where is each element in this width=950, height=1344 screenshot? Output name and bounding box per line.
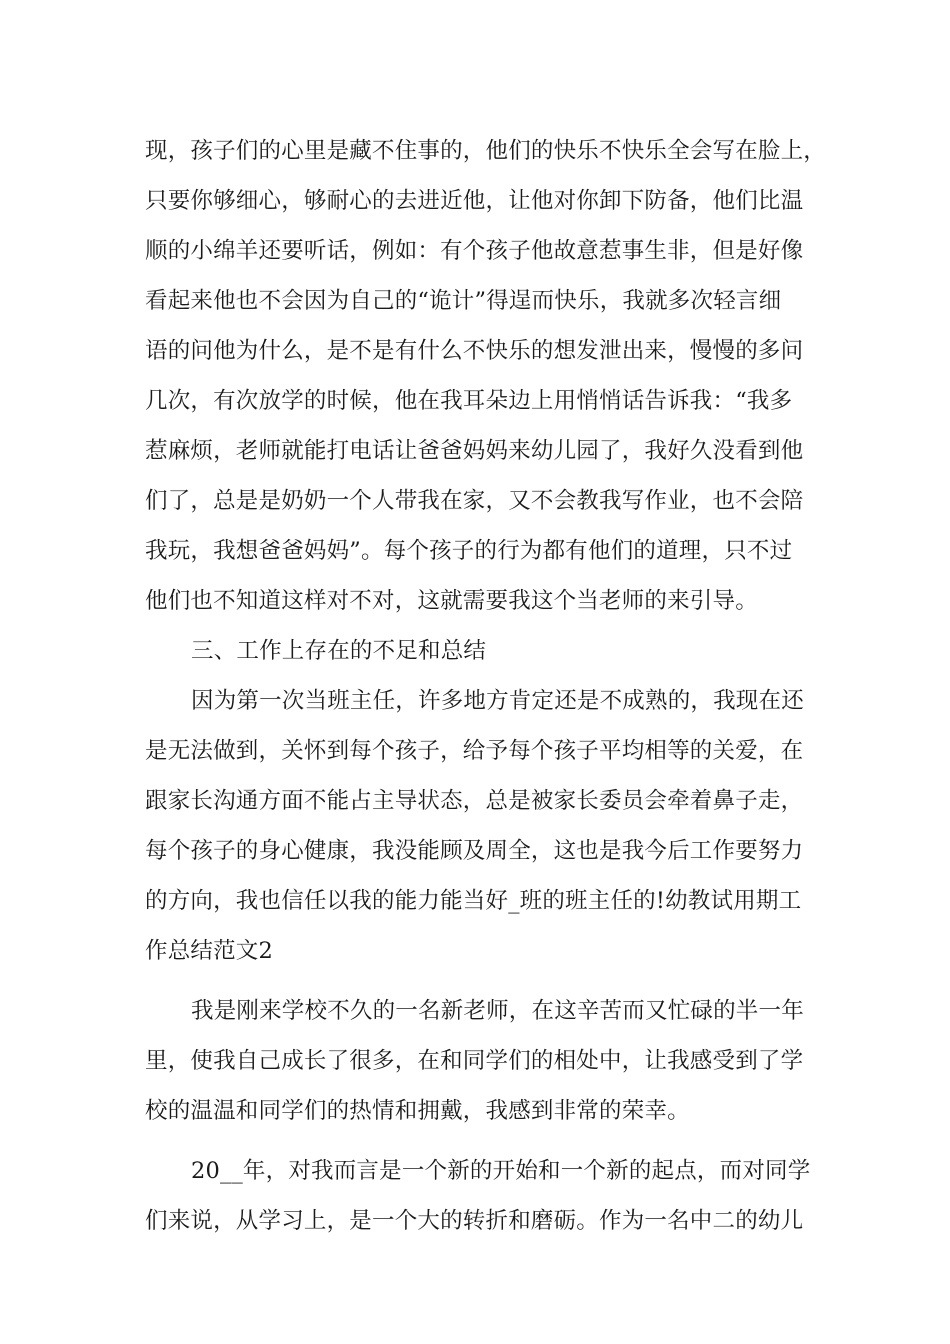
text-line: 惹麻烦，老师就能打电话让爸爸妈妈来幼儿园了，我好久没看到他 xyxy=(145,438,804,464)
text-line: 们来说，从学习上，是一个大的转折和磨砺。作为一名中二的幼儿 xyxy=(145,1208,804,1234)
text-line: 顺的小绵羊还要听话，例如：有个孩子他故意惹事生非，但是好像 xyxy=(145,238,804,264)
text-line: 几次，有次放学的时候，他在我耳朵边上用悄悄话告诉我：“我多 xyxy=(145,388,793,414)
text-line: 跟家长沟通方面不能占主导状态，总是被家长委员会牵着鼻子走， xyxy=(145,788,804,814)
text-line: 是无法做到，关怀到每个孩子，给予每个孩子平均相等的关爱，在 xyxy=(145,738,804,764)
text-line: 看起来他也不会因为自己的“诡计”得逞而快乐，我就多次轻言细 xyxy=(145,288,782,314)
document-page xyxy=(145,126,827,1246)
text-line: 的方向，我也信任以我的能力能当好_班的班主任的!幼教试用期工 xyxy=(145,888,802,914)
text-line: 因为第一次当班主任，许多地方肯定还是不成熟的，我现在还 xyxy=(191,688,804,714)
text-line: 现，孩子们的心里是藏不住事的，他们的快乐不快乐全会写在脸上， xyxy=(145,138,827,164)
text-line: 他们也不知道这样对不对，这就需要我这个当老师的来引导。 xyxy=(145,588,758,614)
text-line: 里，使我自己成长了很多，在和同学们的相处中，让我感受到了学 xyxy=(145,1048,804,1074)
text-line: 我是刚来学校不久的一名新老师，在这辛苦而又忙碌的半一年 xyxy=(191,998,804,1024)
text-line: 我玩，我想爸爸妈妈”。每个孩子的行为都有他们的道理，只不过 xyxy=(145,538,793,564)
text-line: 20__年，对我而言是一个新的开始和一个新的起点，而对同学 xyxy=(191,1158,811,1184)
section-heading: 三、工作上存在的不足和总结 xyxy=(191,638,487,664)
text-line: 校的温温和同学们的热情和拥戴，我感到非常的荣幸。 xyxy=(145,1098,690,1124)
text-line: 语的问他为什么，是不是有什么不快乐的想发泄出来，慢慢的多问 xyxy=(145,338,804,364)
text-line: 们了，总是是奶奶一个人带我在家，又不会教我写作业，也不会陪 xyxy=(145,488,804,514)
text-line: 只要你够细心，够耐心的去进近他，让他对你卸下防备，他们比温 xyxy=(145,188,804,214)
text-line: 作总结范文2 xyxy=(145,938,274,964)
text-line: 每个孩子的身心健康，我没能顾及周全，这也是我今后工作要努力 xyxy=(145,838,804,864)
